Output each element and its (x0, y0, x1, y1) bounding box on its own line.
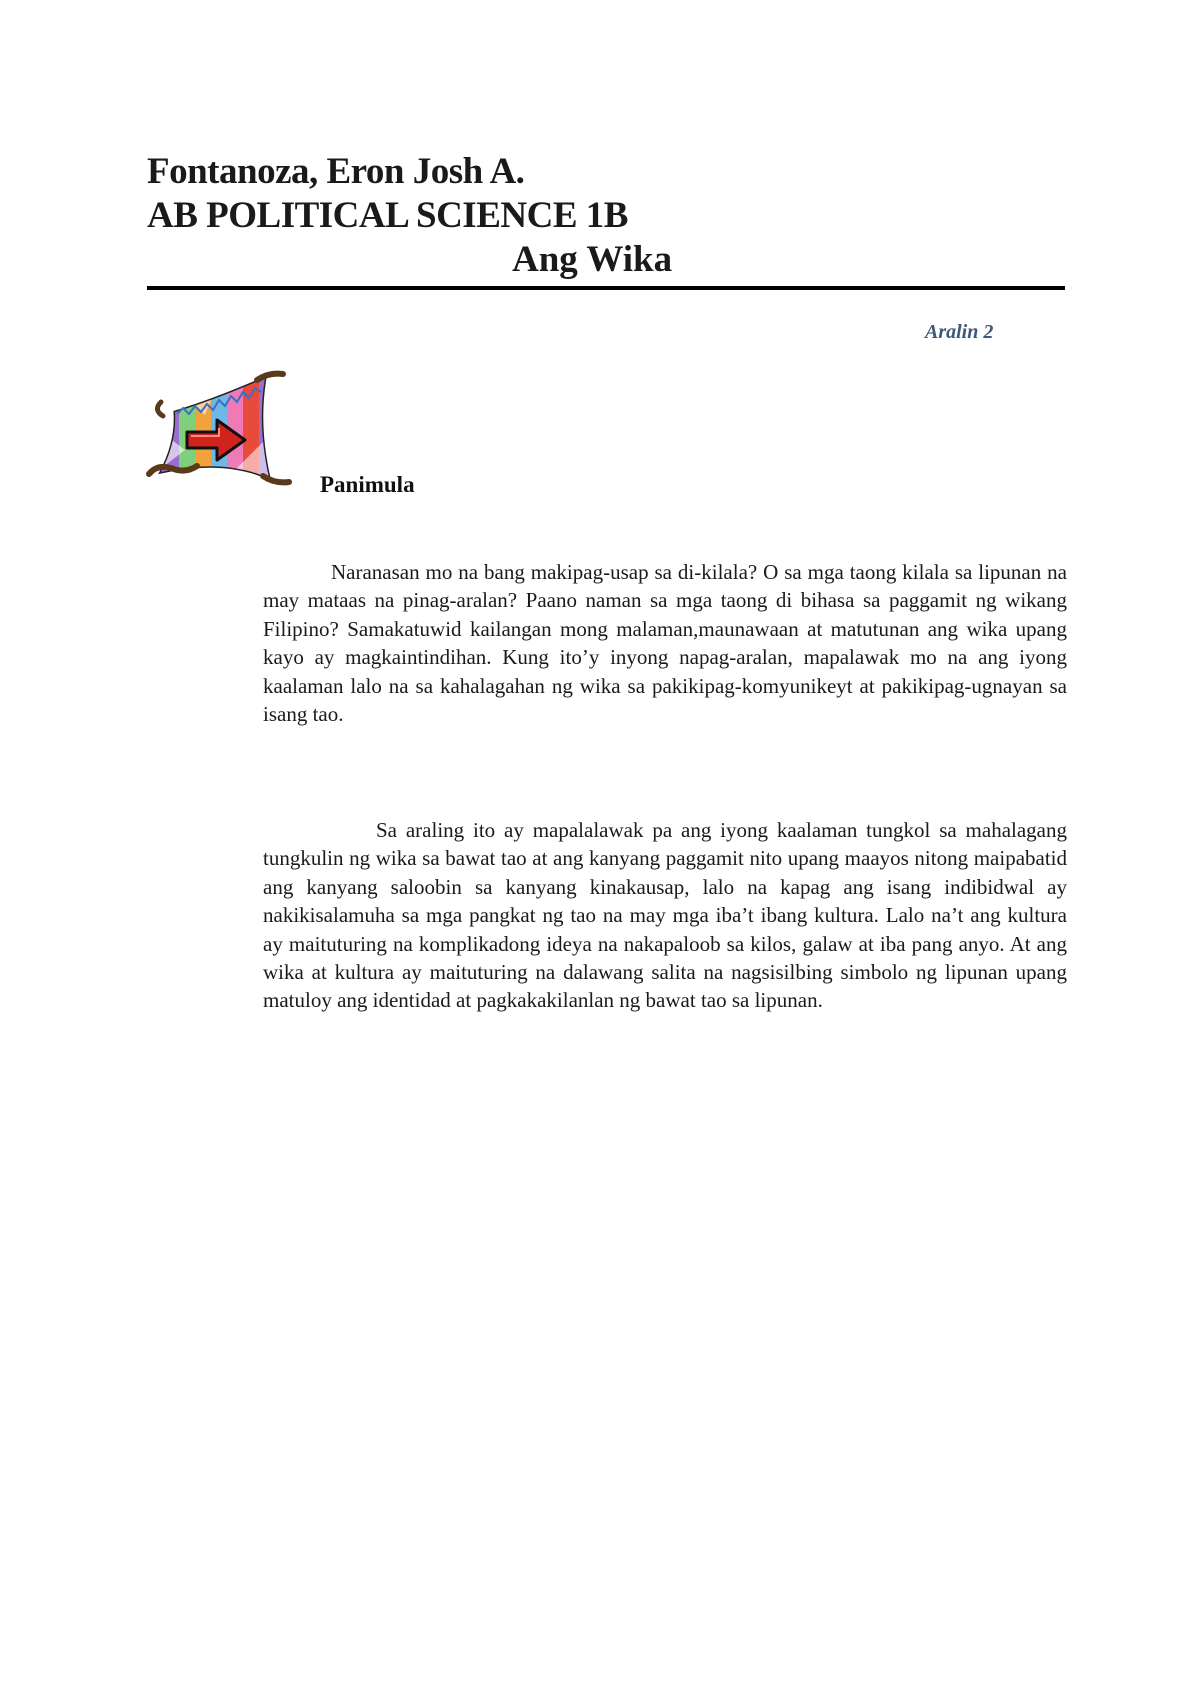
author-name: Fontanoza, Eron Josh A. (147, 151, 525, 192)
title-divider (147, 286, 1065, 290)
intro-paragraph: Naranasan mo na bang makipag-usap sa di-kilala? O sa mga taong kilala sa lipunan na may mataas na pinag-aralan? Paano naman sa mga taong di bihasa sa paggamit ng wikang Filipino? Samakatuwid kailangan mong malaman,maunawaan at matutunan ang wika upang kayo ay magkaintindihan. Kung ito’y inyong napag-aralan, mapalawak mo na ang iyong kaalaman lalo na sa kahalagahan ng wika sa pakikipag-komyunikeyt at pakikipag-ugnayan sa isang tao. (263, 560, 1067, 727)
scroll-arrow-icon (145, 370, 303, 500)
lesson-label: Aralin 2 (925, 321, 994, 343)
course-name: AB POLITICAL SCIENCE 1B (147, 195, 628, 236)
document-title: Ang Wika (512, 239, 673, 280)
lesson-paragraph: Sa araling ito ay mapalalawak pa ang iyong kaalaman tungkol sa mahalagang tungkulin ng wika sa bawat tao at ang kanyang paggamit nito upang maayos nitong maipabatid ang kanyang saloobin sa kanyang kinakausap, lalo na kapag ang isang indibidwal ay nakikisalamuha sa mga pangkat ng tao na may mga iba’t ibang kultura. Lalo na’t ang kultura ay maituturing na komplikadong ideya na nakapaloob sa kilos, galaw at iba pang anyo. At ang wika at kultura ay maituturing na dalawang salita na nagsisilbing simbolo ng lipunan upang matuloy ang identidad at pagkakakilanlan ng bawat tao sa lipunan. (263, 818, 1067, 1013)
section-heading: Panimula (320, 472, 415, 497)
title-block (147, 150, 1067, 280)
